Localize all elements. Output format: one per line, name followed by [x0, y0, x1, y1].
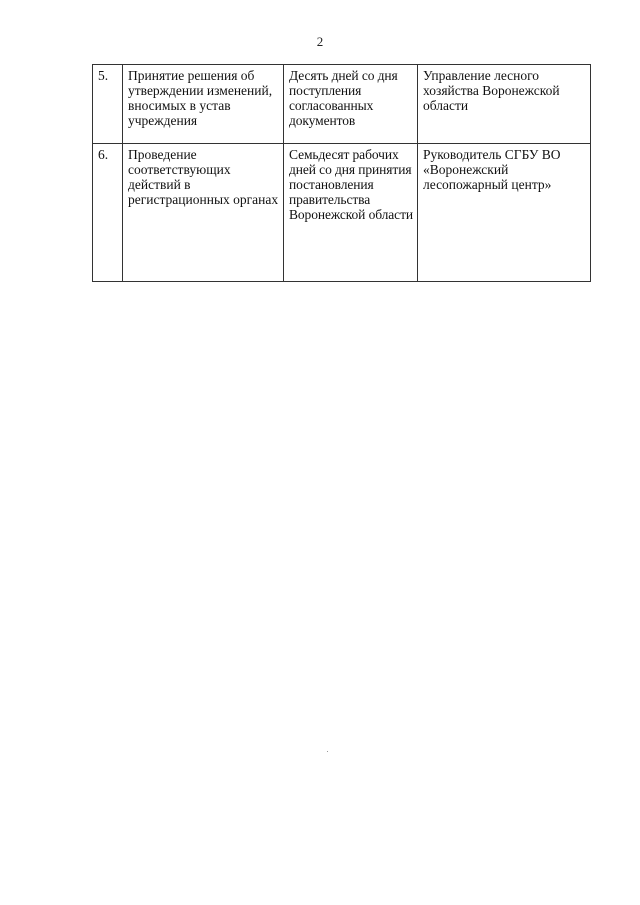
table-row: [93, 65, 591, 144]
table-row: [93, 144, 591, 282]
row-number-cell: 5.: [93, 65, 123, 144]
scan-speck: [327, 751, 328, 752]
responsible-cell: Управление лесного хозяйства Воронежской области: [418, 65, 591, 144]
row-number-cell: 6.: [93, 144, 123, 282]
responsible-cell: Руководитель СГБУ ВО «Воронежский лесопожарный центр»: [418, 144, 591, 282]
action-cell: Принятие решения об утверждении изменений, вносимых в устав учреждения: [123, 65, 284, 144]
deadline-cell: Семьдесят рабочих дней со дня принятия постановления правительства Воронежской области: [284, 144, 418, 282]
action-cell: Проведение соответствующих действий в регистрационных органах: [123, 144, 284, 282]
deadline-cell: Десять дней со дня поступления согласованных документов: [284, 65, 418, 144]
page-number: 2: [316, 34, 324, 49]
action-plan-table: [92, 64, 591, 282]
